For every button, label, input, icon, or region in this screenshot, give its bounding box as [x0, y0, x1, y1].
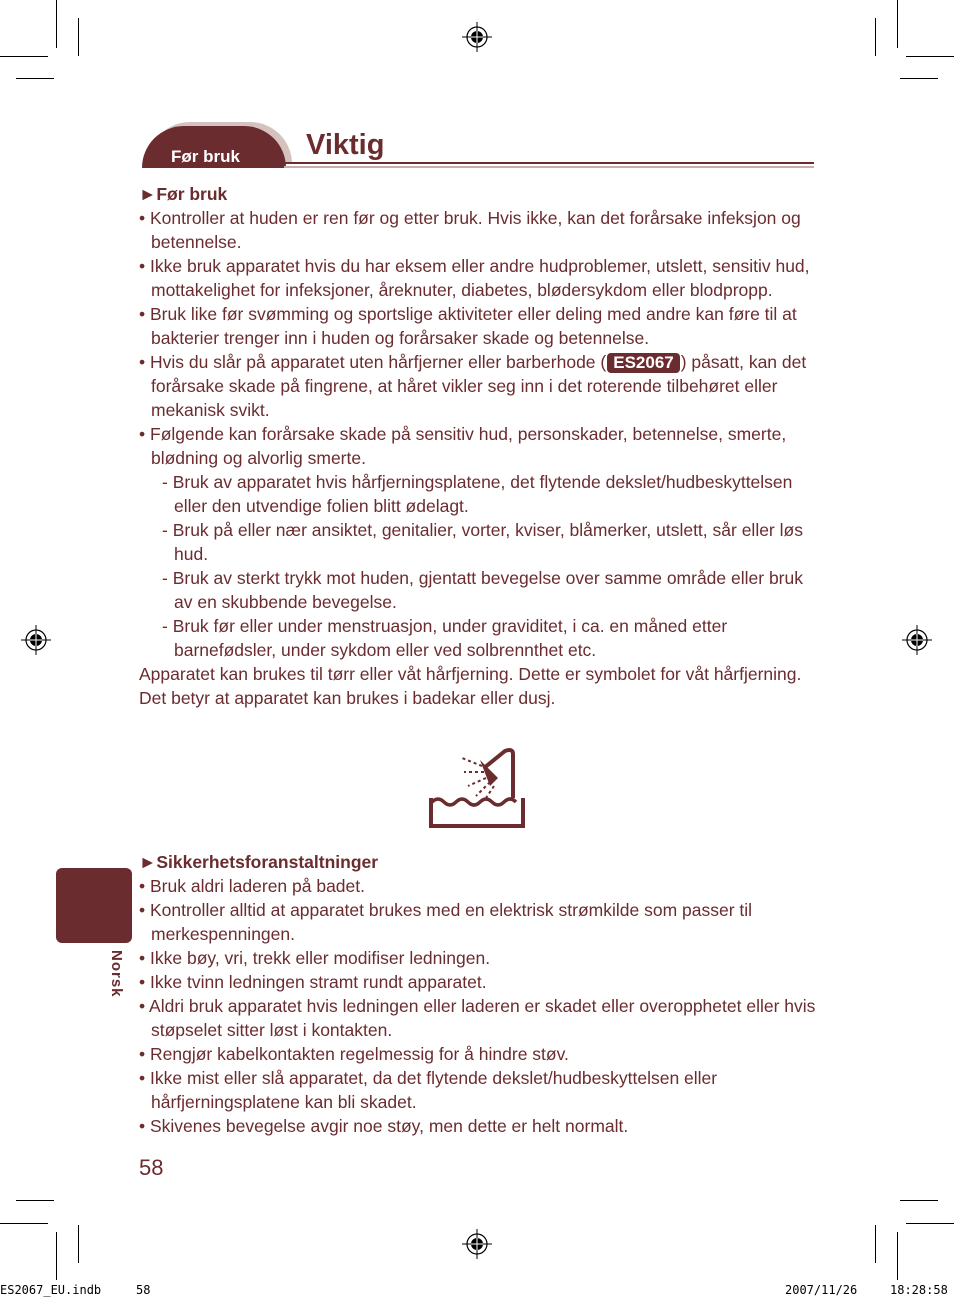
list-item: • Ikke tvinn ledningen stramt rundt apparatet. [139, 970, 819, 994]
bullet-list [139, 874, 819, 1138]
section-tab [142, 126, 286, 168]
list-item-text: Følgende kan forårsake skade på sensitiv hud, personskader, betennelse, smerte, blødning og alvorlig smerte. [150, 424, 787, 468]
list-item-text: Hvis du slår på apparatet uten hårfjerner eller barberhode ( [150, 352, 607, 372]
crop-mark [56, 1232, 57, 1280]
list-item: • Ikke bruk apparatet hvis du har eksem eller andre hudproblemer, utslett, sensitiv hud, mottakelighet for infeksjoner, åreknuter, diabetes, blødersykdom eller blodpropp. [139, 254, 819, 302]
crop-mark [0, 1223, 48, 1224]
list-item [139, 422, 819, 662]
crop-mark [900, 78, 938, 79]
crop-mark [897, 1232, 898, 1280]
dash-item: - Bruk før eller under menstruasjon, under graviditet, i ca. en måned etter barnefødsler, under sykdom eller ved solbrennthet etc. [162, 614, 819, 662]
crop-mark [897, 0, 898, 48]
list-item [139, 350, 819, 422]
crop-mark [906, 56, 954, 57]
page-number: 58 [139, 1155, 164, 1180]
section-tab-label: Før bruk [171, 147, 240, 166]
list-item-text: ) påsatt, kan det forårsake skade på fingrene, at håret vikler seg inn i det roterende tilbehøret eller mekanisk svikt. [151, 352, 807, 420]
registration-mark-icon [21, 625, 51, 655]
title-rule [284, 162, 814, 164]
list-item: • Bruk aldri laderen på badet. [139, 874, 819, 898]
registration-mark-icon [462, 1229, 492, 1259]
crop-mark [875, 1225, 876, 1263]
footer-page: 58 [136, 1283, 151, 1297]
list-item: • Ikke bøy, vri, trekk eller modifiser ledningen. [139, 946, 819, 970]
wet-use-paragraph: Apparatet kan brukes til tørr eller våt hårfjerning. Dette er symbolet for våt hårfjerning. Det betyr at apparatet kan brukes i badekar eller dusj. [139, 664, 802, 708]
crop-mark [16, 78, 54, 79]
crop-mark [906, 1223, 954, 1224]
footer-date: 2007/11/26 [785, 1283, 858, 1297]
registration-mark-icon [462, 22, 492, 52]
language-thumb-tab [56, 868, 132, 943]
crop-mark [875, 18, 876, 56]
crop-mark [78, 1225, 79, 1263]
list-item: • Ikke mist eller slå apparatet, da det flytende dekslet/hudbeskyttelsen eller hårfjerningsplatene kan bli skadet. [139, 1066, 819, 1114]
bullet-list [139, 206, 819, 662]
list-item: • Kontroller alltid at apparatet brukes med en elektrisk strømkilde som passer til merkespenningen. [139, 898, 819, 946]
list-item: • Aldri bruk apparatet hvis ledningen eller laderen er skadet eller overopphetet eller hvis støpselet sitter løst i kontakten. [139, 994, 819, 1042]
section-before-use [139, 182, 819, 710]
footer-time: 18:28:58 [890, 1283, 948, 1297]
crop-mark [0, 56, 48, 57]
list-item: • Kontroller at huden er ren før og etter bruk. Hvis ikke, kan det forårsake infeksjon og betennelse. [139, 206, 819, 254]
section-safety [139, 850, 819, 1138]
dash-list [151, 470, 819, 662]
page-title: Viktig [306, 129, 385, 161]
list-item: • Skivenes bevegelse avgir noe støy, men dette er helt normalt. [139, 1114, 819, 1138]
dash-item: - Bruk på eller nær ansiktet, genitalier, vorter, kviser, blåmerker, utslett, sår eller løs hud. [162, 518, 819, 566]
crop-mark [16, 1200, 54, 1201]
section-heading: ►Sikkerhetsforanstaltninger [139, 852, 379, 872]
list-item: • Rengjør kabelkontakten regelmessig for å hindre støv. [139, 1042, 819, 1066]
title-rule-light [284, 166, 814, 168]
section-heading: ►Før bruk [139, 184, 228, 204]
dash-item: - Bruk av apparatet hvis hårfjerningsplatene, det flytende dekslet/hudbeskyttelsen eller den utvendige folien blitt ødelagt. [162, 470, 819, 518]
list-item: • Bruk like før svømming og sportslige aktiviteter eller deling med andre kan føre til at bakterier trenger inn i huden og forårsaker skade og betennelse. [139, 302, 819, 350]
footer-file: ES2067_EU.indb [0, 1283, 102, 1297]
model-badge: ES2067 [607, 353, 680, 373]
bath-shower-icon [428, 746, 526, 832]
dash-item: - Bruk av sterkt trykk mot huden, gjentatt bevegelse over samme område eller bruk av en skubbende bevegelse. [162, 566, 819, 614]
crop-mark [56, 0, 57, 48]
crop-mark [78, 18, 79, 56]
registration-mark-icon [902, 625, 932, 655]
crop-mark [900, 1200, 938, 1201]
language-label: Norsk [108, 950, 125, 998]
